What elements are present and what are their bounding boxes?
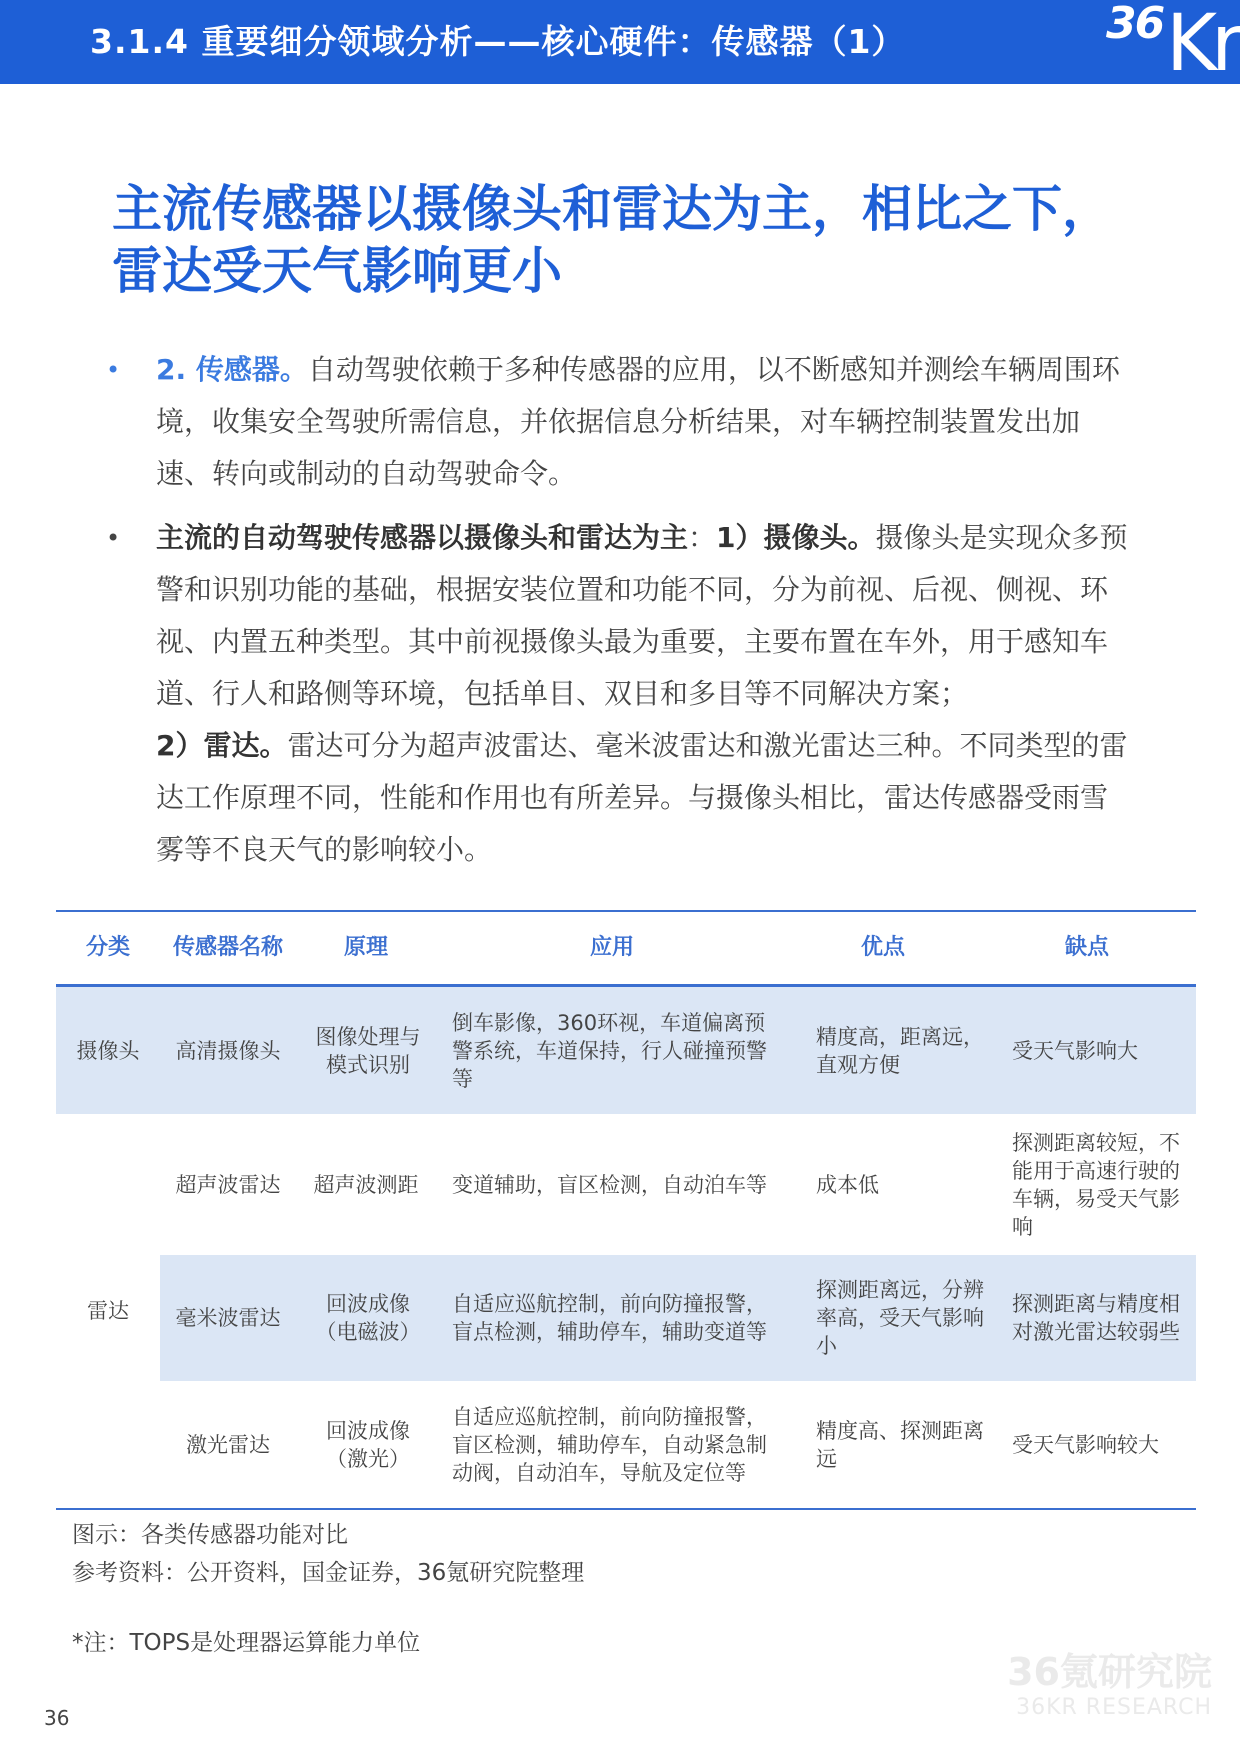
watermark [1007,1650,1212,1722]
sensor-comparison-table [56,910,1196,1510]
figure-title: 图示：各类传感器功能对比 [72,1522,348,1548]
header-cons: 缺点 [1064,935,1109,960]
table-row-lidar [160,1381,1196,1508]
radar-heading: 2）雷达。 [156,729,288,762]
header-sensor-name: 传感器名称 [172,935,283,960]
header-category: 分类 [85,935,130,960]
section-title: 3.1.4 重要细分领域分析——核心硬件：传感器（1） [90,22,906,61]
table-body [56,987,1196,1508]
camera-text: 摄像头是实现众多预警和识别功能的基础，根据安装位置和功能不同，分为前视、后视、侧视、环视、内置五种类型。其中前视摄像头最为重要，主要布置在车外，用于感知车道、行人和路侧等环境，包括单目、双目和多目等不同解决方案； [156,521,1128,710]
headline-line-2: 雷达受天气影响更小 [112,242,562,300]
table-row-ultrasonic [160,1114,1196,1255]
figure-caption [72,1516,584,1592]
footnote: *注：TOPS是处理器运算能力单位 [72,1630,421,1656]
table-row-millimeter-wave [160,1255,1196,1381]
watermark-line-1: 36氪研究院 [1007,1650,1212,1694]
bullet-item-sensors [104,344,1134,500]
cell-category-radar: 雷达 [87,1299,129,1323]
table-bottom-rule [56,1508,1196,1510]
header-bar [0,0,1240,84]
page-headline [112,178,1142,302]
cell-sensor-name: 超声波雷达 [175,1172,281,1197]
cell-application: 自适应巡航控制，前向防撞报警，盲区检测，辅助停车，自动紧急制动阀，自动泊车，导航及定位等 [452,1404,767,1485]
cell-cons: 受天气影响较大 [1012,1432,1159,1457]
page-number: 36 [44,1706,70,1730]
bullet-item-mainstream [104,512,1134,876]
logo-kr: Kr [1166,0,1238,84]
bullet-text: 自动驾驶依赖于多种传感器的应用，以不断感知并测绘车辆周围环境，收集安全驾驶所需信息，并依据信息分析结果，对车辆控制装置发出加速、转向或制动的自动驾驶命令。 [156,353,1120,490]
headline-line-1: 主流传感器以摄像头和雷达为主，相比之下， [112,180,1112,238]
bullet-sep: ： [688,521,717,554]
logo-36: 36 [1106,0,1164,49]
cell-pros: 成本低 [816,1172,879,1197]
camera-heading: 1）摄像头。 [716,521,876,554]
cell-principle: 回波成像（电磁波） [315,1292,421,1344]
cell-principle: 图像处理与模式识别 [315,1024,421,1077]
cell-cons: 探测距离与精度相对激光雷达较弱些 [1012,1292,1180,1344]
cell-pros: 探测距离远，分辨率高，受天气影响小 [816,1278,984,1358]
cell-application: 自适应巡航控制，前向防撞报警，盲点检测，辅助停车，辅助变道等 [452,1292,767,1344]
figure-source: 参考资料：公开资料，国金证券，36氪研究院整理 [72,1560,585,1586]
bullet-list [104,344,1134,888]
cell-sensor-name: 高清摄像头 [175,1038,281,1063]
cell-sensor-name: 激光雷达 [186,1432,270,1457]
table-header [56,912,1196,984]
table-row-camera [56,987,1196,1114]
cell-application: 变道辅助，盲区检测，自动泊车等 [452,1172,767,1197]
watermark-line-2: 36KR RESEARCH [1016,1695,1212,1720]
cell-principle: 回波成像（激光） [326,1418,410,1471]
header-principle: 原理 [343,935,388,960]
cell-pros: 精度高、探测距离远 [816,1418,984,1471]
cell-cons: 探测距离较短，不能用于高速行驶的车辆，易受天气影响 [1012,1130,1180,1239]
36kr-logo [1080,0,1240,84]
bullet-dot-icon: • [106,356,121,384]
bullet-lead: 2. 传感器。 [156,353,308,386]
cell-cons: 受天气影响大 [1012,1038,1138,1063]
bullet-lead: 主流的自动驾驶传感器以摄像头和雷达为主 [156,521,689,554]
header-application: 应用 [589,935,634,960]
header-pros: 优点 [860,935,905,960]
cell-pros: 精度高，距离远，直观方便 [816,1024,984,1077]
cell-sensor-name: 毫米波雷达 [175,1306,281,1330]
cell-principle: 超声波测距 [313,1172,419,1197]
cell-application: 倒车影像，360环视，车道偏离预警系统，车道保持，行人碰撞预警等 [452,1010,767,1091]
cell-category: 摄像头 [76,1038,140,1063]
bullet-dot-icon: • [106,524,121,552]
radar-text: 雷达可分为超声波雷达、毫米波雷达和激光雷达三种。不同类型的雷达工作原理不同，性能和作用也有所差异。与摄像头相比，雷达传感器受雨雪雾等不良天气的影响较小。 [156,729,1128,866]
